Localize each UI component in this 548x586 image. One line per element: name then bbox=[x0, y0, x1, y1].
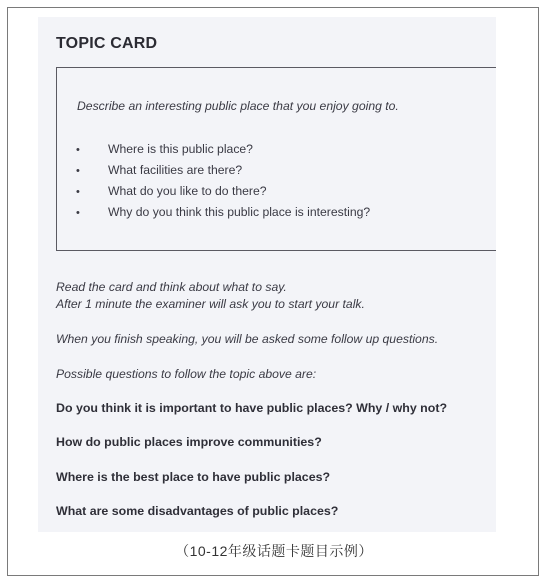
figure-caption: （10-12年级话题卡题目示例） bbox=[175, 543, 373, 559]
topic-card-title: TOPIC CARD bbox=[56, 35, 158, 52]
bullet-icon: • bbox=[76, 207, 80, 219]
instruction-read-card: Read the card and think about what to say. bbox=[56, 280, 287, 294]
follow-up-question: What are some disadvantages of public places? bbox=[56, 504, 339, 518]
topic-prompt: Describe an interesting public place that you enjoy going to. bbox=[77, 99, 399, 113]
topic-question-text: Why do you think this public place is interesting? bbox=[108, 205, 371, 219]
bullet-icon: • bbox=[76, 144, 80, 156]
follow-up-question: How do public places improve communities? bbox=[56, 435, 322, 449]
topic-question bbox=[76, 184, 267, 198]
instruction-start-talk: After 1 minute the examiner will ask you to start your talk. bbox=[56, 297, 365, 311]
topic-question-text: What facilities are there? bbox=[108, 163, 243, 177]
topic-card-box bbox=[56, 67, 496, 251]
topic-question bbox=[76, 205, 370, 219]
instruction-possible-questions: Possible questions to follow the topic above are: bbox=[56, 367, 317, 381]
follow-up-question: Where is the best place to have public places? bbox=[56, 470, 331, 484]
instruction-follow-up: When you finish speaking, you will be asked some follow up questions. bbox=[56, 332, 439, 346]
bullet-icon: • bbox=[76, 165, 80, 177]
topic-question bbox=[76, 142, 253, 156]
topic-question-text: Where is this public place? bbox=[108, 142, 253, 156]
follow-up-question: Do you think it is important to have public places? Why / why not? bbox=[56, 401, 448, 415]
bullet-icon: • bbox=[76, 186, 80, 198]
topic-question-text: What do you like to do there? bbox=[108, 184, 267, 198]
topic-question bbox=[76, 163, 242, 177]
